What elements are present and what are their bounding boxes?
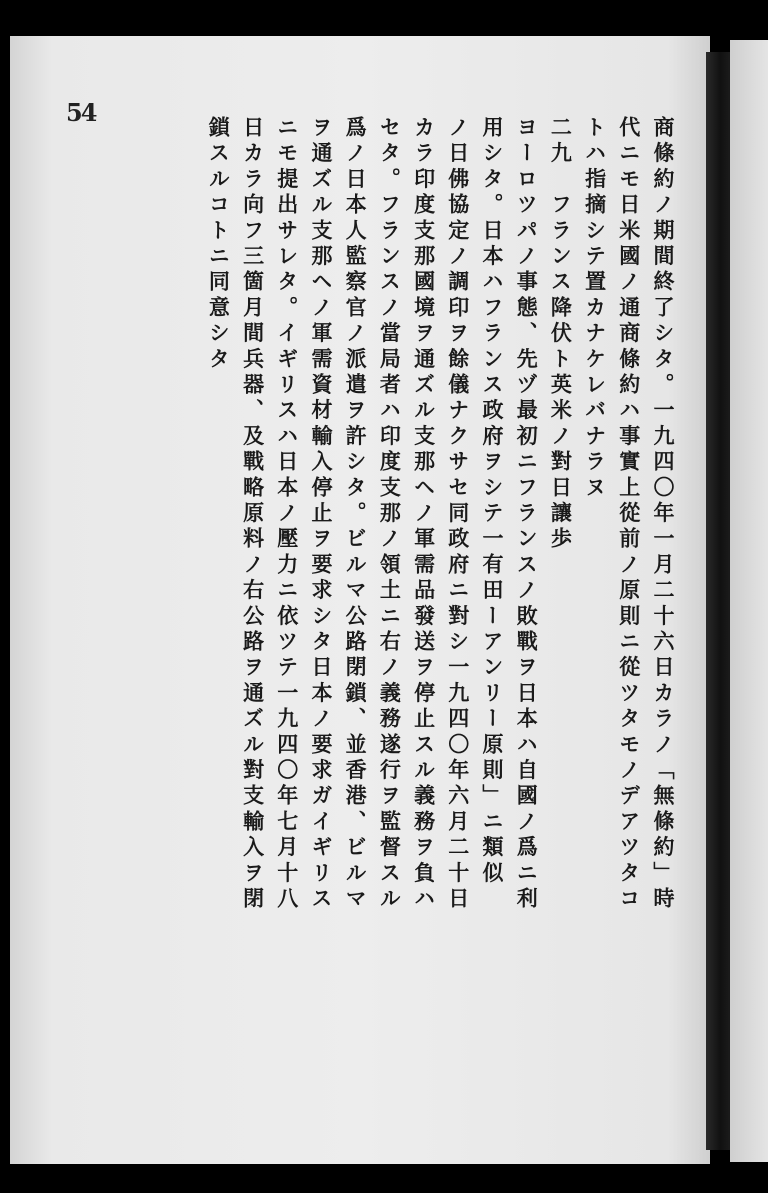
facing-page-edge [730, 40, 768, 1162]
text-line: トハ指摘シテ置カナケレバナラヌ [582, 116, 608, 502]
text-line: 日カラ向フ三箇月間兵器、及戰略原料ノ右公路ヲ通ズル對支輸入ヲ閉 [240, 116, 266, 913]
text-line: ヨーロツパノ事態、先ヅ最初ニフランスノ敗戰ヲ日本ハ自國ノ爲ニ利 [514, 116, 540, 913]
text-line: カラ印度支那國境ヲ通ズル支那ヘノ軍需品發送ヲ停止スル義務ヲ負ハ [411, 116, 437, 913]
text-line: ノ日佛協定ノ調印ヲ餘儀ナクサセ同政府ニ對シ一九四〇年六月二十日 [445, 116, 471, 913]
text-line: 用シタ。日本ハフランス政府ヲシテ一有田ーアンリー原則」ニ類似 [479, 116, 505, 887]
page-number: 54 [66, 98, 96, 127]
vertical-text-body [201, 116, 680, 1036]
text-line: 代ニモ日米國ノ通商條約ハ事實上從前ノ原則ニ從ツタモノデアツタコ [616, 116, 642, 913]
text-line: 商條約ノ期間終了シタ。一九四〇年一月二十六日カラノ「無條約」時 [651, 116, 676, 913]
text-line: 鎖スルコトニ同意シタ [206, 116, 232, 373]
text-line: ニモ提出サレタ。イギリスハ日本ノ壓力ニ依ツテ一九四〇年七月十八 [274, 116, 300, 913]
book-spine [706, 52, 730, 1150]
text-line: ヲ通ズル支那ヘノ軍需資材輸入停止ヲ要求シタ日本ノ要求ガイギリス [308, 116, 334, 913]
text-line: セタ。フランスノ當局者ハ印度支那ノ領土ニ右ノ義務遂行ヲ監督スル [377, 116, 403, 913]
section-heading: 二九 フランス降伏ト英米ノ對日讓歩 [548, 116, 574, 553]
text-line: 爲ノ日本人監察官ノ派遣ヲ許シタ。ビルマ公路閉鎖、並香港、ビルマ [343, 116, 369, 913]
